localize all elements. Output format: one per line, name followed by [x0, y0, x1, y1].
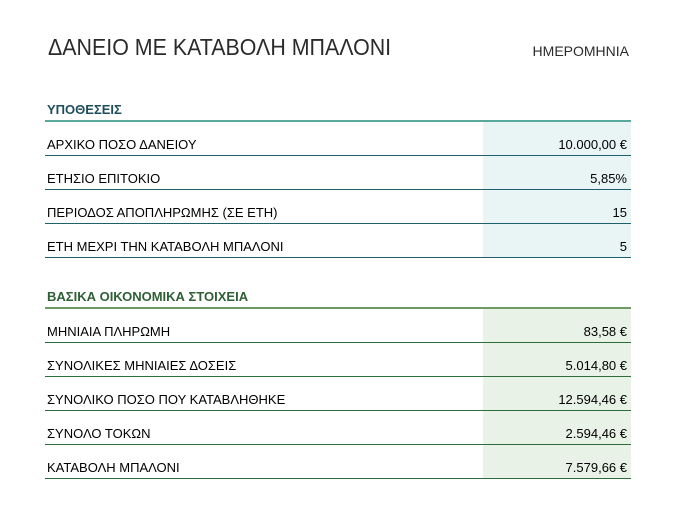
- monthly-payment-cell[interactable]: [483, 309, 631, 342]
- row-label: ΣΥΝΟΛΙΚΟ ΠΟΣΟ ΠΟΥ ΚΑΤΑΒΛΗΘΗΚΕ: [47, 392, 286, 407]
- financial-row-total-interest: [45, 411, 631, 445]
- financials-section: [45, 289, 631, 479]
- cell-value-text: 15: [612, 205, 627, 220]
- cell-value-text: 5.014,80 €: [565, 358, 627, 373]
- total-interest-cell[interactable]: [483, 411, 631, 444]
- cell-value-text: 5: [619, 239, 627, 254]
- assumption-row-balloon-years: [45, 224, 631, 258]
- row-label: ΕΤΗΣΙΟ ΕΠΙΤΟΚΙΟ: [47, 171, 161, 186]
- term-years-input[interactable]: [483, 190, 631, 223]
- financials-heading: ΒΑΣΙΚΑ ΟΙΚΟΝΟΜΙΚΑ ΣΤΟΙΧΕΙΑ: [45, 289, 631, 309]
- row-label: ΚΑΤΑΒΟΛΗ ΜΠΑΛΟΝΙ: [47, 460, 180, 475]
- balloon-years-input[interactable]: [483, 224, 631, 257]
- financial-row-monthly-payment: [45, 309, 631, 343]
- assumptions-heading: ΥΠΟΘΕΣΕΙΣ: [45, 102, 631, 122]
- cell-value-text: 12.594,46 €: [558, 392, 627, 407]
- financial-row-balloon-payment: [45, 445, 631, 479]
- loan-amount-input[interactable]: [483, 122, 631, 155]
- cell-value-text: 10.000,00 €: [558, 137, 627, 152]
- row-label: ΜΗΝΙΑΙΑ ΠΛΗΡΩΜΗ: [47, 324, 171, 339]
- assumptions-section: [45, 102, 631, 258]
- cell-value-text: 7.579,66 €: [565, 460, 627, 475]
- balloon-payment-cell[interactable]: [483, 445, 631, 478]
- interest-rate-input[interactable]: [483, 156, 631, 189]
- cell-value-text: 2.594,46 €: [565, 426, 627, 441]
- row-label: ΠΕΡΙΟΔΟΣ ΑΠΟΠΛΗΡΩΜΗΣ (ΣΕ ΕΤΗ): [47, 205, 278, 220]
- row-label: ΑΡΧΙΚΟ ΠΟΣΟ ΔΑΝΕΙΟΥ: [47, 137, 197, 152]
- financial-row-total-installments: [45, 343, 631, 377]
- row-label: ΣΥΝΟΛΟ ΤΟΚΩΝ: [47, 426, 151, 441]
- financial-row-total-paid: [45, 377, 631, 411]
- date-label[interactable]: ΗΜΕΡΟΜΗΝΙΑ: [532, 43, 629, 59]
- row-label: ΣΥΝΟΛΙΚΕΣ ΜΗΝΙΑΙΕΣ ΔΟΣΕΙΣ: [47, 358, 237, 373]
- financials-rows: [45, 309, 631, 479]
- assumption-row-interest-rate: [45, 156, 631, 190]
- cell-value-text: 5,85%: [590, 171, 627, 186]
- total-paid-cell[interactable]: [483, 377, 631, 410]
- row-label: ΕΤΗ ΜΕΧΡΙ ΤΗΝ ΚΑΤΑΒΟΛΗ ΜΠΑΛΟΝΙ: [47, 239, 284, 254]
- cell-value-text: 83,58 €: [583, 324, 627, 339]
- total-installments-cell[interactable]: [483, 343, 631, 376]
- assumption-row-term-years: [45, 190, 631, 224]
- page-title: ΔΑΝΕΙΟ ΜΕ ΚΑΤΑΒΟΛΗ ΜΠΑΛΟΝΙ: [48, 34, 392, 60]
- assumptions-rows: [45, 122, 631, 258]
- assumption-row-loan-amount: [45, 122, 631, 156]
